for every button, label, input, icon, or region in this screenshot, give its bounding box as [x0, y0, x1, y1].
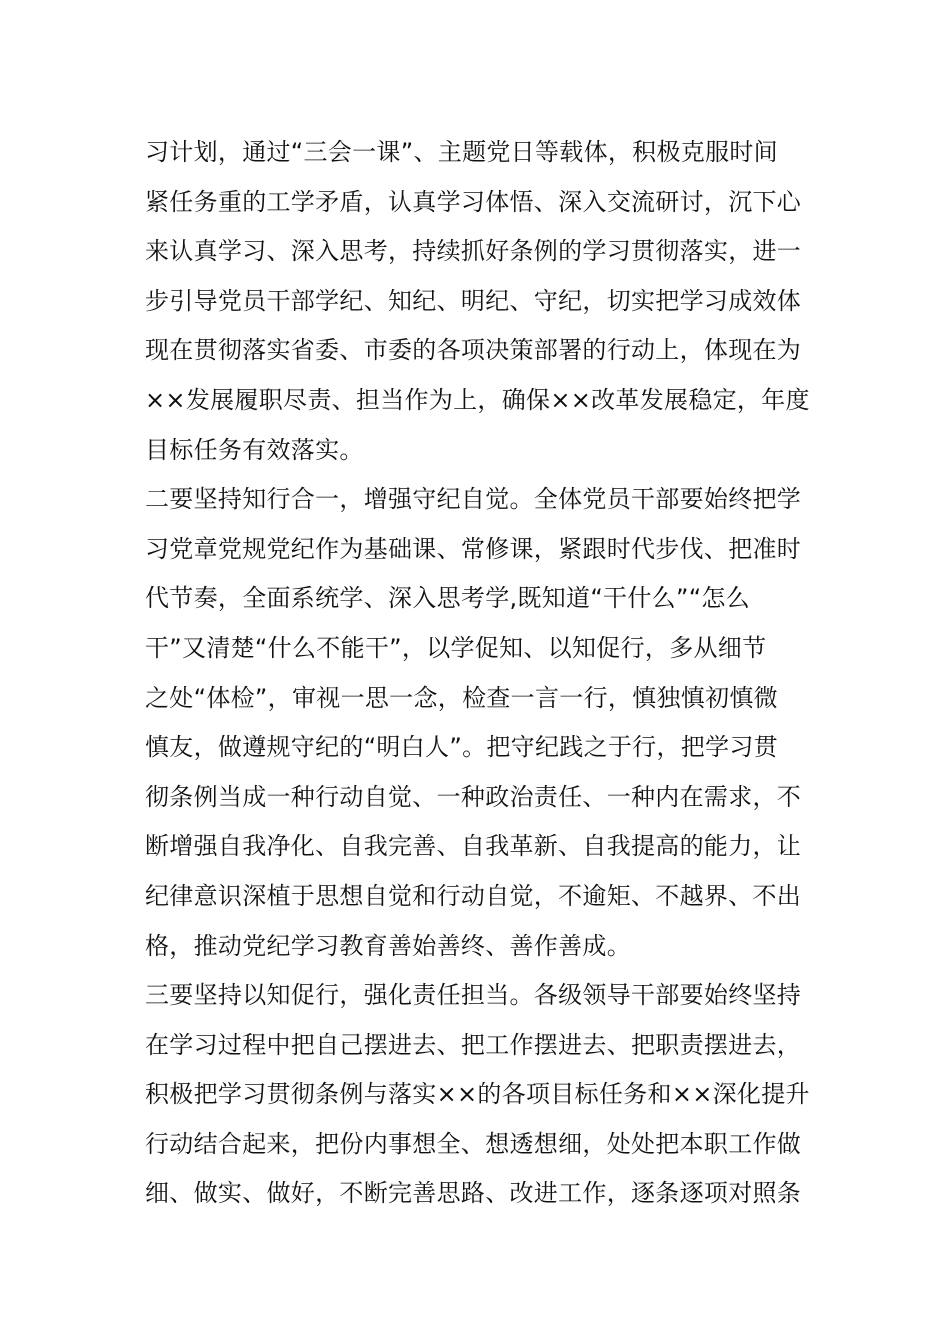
- text-line: 细、做实、做好，不断完善思路、改进工作，逐条逐项对照条: [145, 1179, 802, 1208]
- paragraph-heading-line: 三要坚持以知促行，强化责任担当。各级领导干部要始终坚持: [145, 981, 802, 1010]
- text-line: ××发展履职尽责、担当作为上，确保××改革发展稳定，年度: [145, 385, 810, 414]
- text-line: 格，推动党纪学习教育善始善终、善作善成。: [145, 931, 631, 960]
- text-line: 之处“体检”，审视一思一念，检查一言一行，慎独慎初慎微: [145, 683, 778, 712]
- text-line: 来认真学习、深入思考，持续抓好条例的学习贯彻落实，进一: [145, 237, 802, 266]
- text-line: 紧任务重的工学矛盾，认真学习体悟、深入交流研讨，沉下心: [145, 187, 802, 216]
- body-text: [145, 128, 825, 1219]
- text-line: 习党章党规党纪作为基础课、常修课，紧跟时代步伐、把准时: [145, 534, 802, 563]
- text-line: 纪律意识深植于思想自觉和行动自觉，不逾矩、不越界、不出: [145, 881, 802, 910]
- text-line: 彻条例当成一种行动自觉、一种政治责任、一种内在需求，不: [145, 782, 802, 811]
- text-line: 断增强自我净化、自我完善、自我革新、自我提高的能力，让: [145, 832, 802, 861]
- text-line: 代节奏，全面系统学、深入思考学,既知道“干什么”“怎么: [145, 584, 751, 613]
- text-line: 现在贯彻落实省委、市委的各项决策部署的行动上，体现在为: [145, 336, 802, 365]
- text-line: 干”又清楚“什么不能干”，以学促知、以知促行，多从细节: [145, 633, 767, 662]
- text-line: 目标任务有效落实。: [145, 435, 364, 464]
- text-line: 慎友，做遵规守纪的“明白人”。把守纪践之于行，把学习贯: [145, 733, 778, 762]
- text-line: 行动结合起来，把份内事想全、想透想细，处处把本职工作做: [145, 1129, 802, 1158]
- text-line: 步引导党员干部学纪、知纪、明纪、守纪，切实把学习成效体: [145, 286, 802, 315]
- text-line: 习计划，通过“三会一课”、主题党日等载体，积极克服时间: [145, 138, 778, 166]
- paragraph-heading-line: 二要坚持知行合一，增强守纪自觉。全体党员干部要始终把学: [145, 485, 802, 514]
- text-line: 在学习过程中把自己摆进去、把工作摆进去、把职责摆进去，: [145, 1030, 802, 1059]
- text-line: 积极把学习贯彻条例与落实××的各项目标任务和××深化提升: [145, 1080, 810, 1109]
